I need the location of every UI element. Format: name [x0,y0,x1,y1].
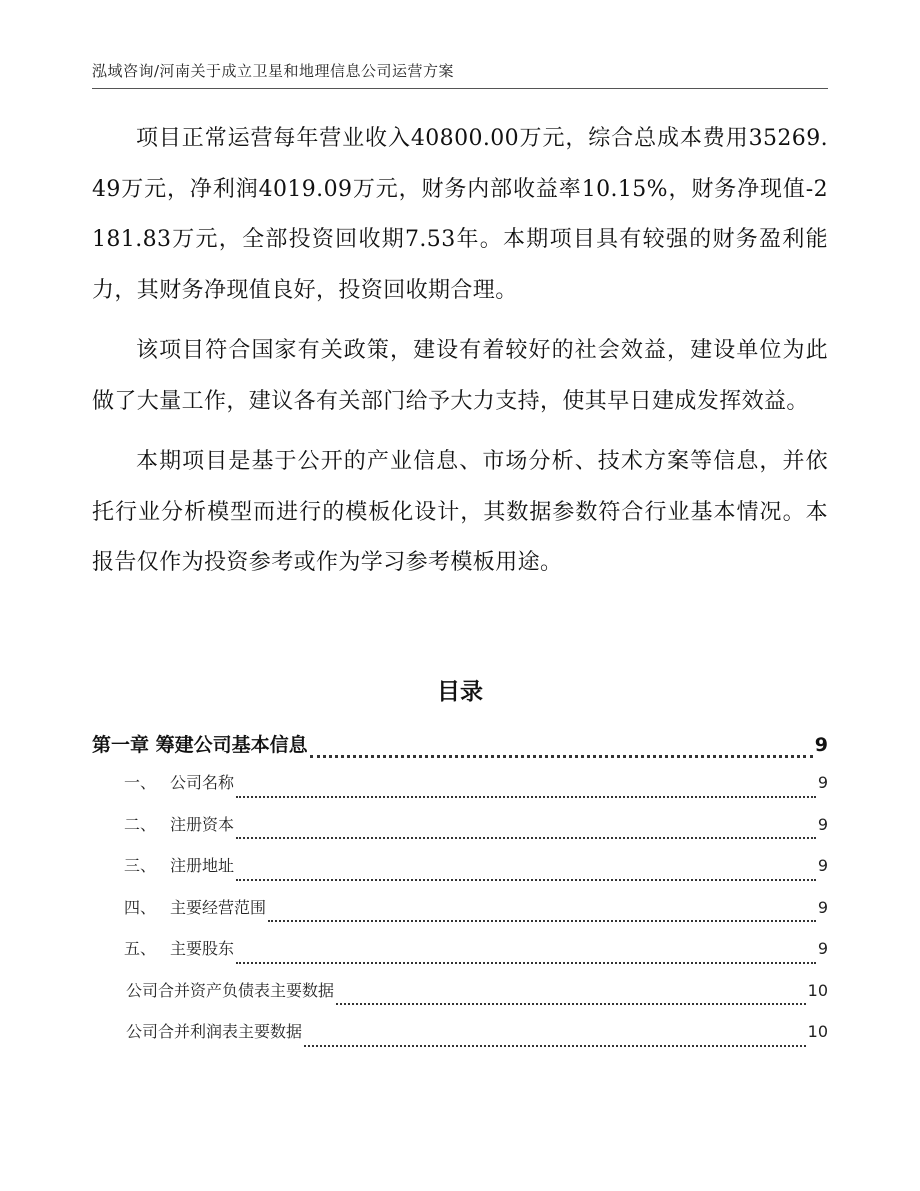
toc-leader-dots [304,1045,806,1047]
toc-section-business-scope[interactable] [92,895,828,937]
body-text [92,114,828,599]
toc-leader-dots [336,1003,806,1005]
toc-page-number: 9 [817,814,828,834]
toc-leader-dots [236,879,816,881]
toc-balance-sheet[interactable] [92,978,828,1020]
toc-title: 目录 [437,679,483,705]
toc-page-number: 9 [814,734,828,756]
toc-section-company-name[interactable] [92,770,828,812]
toc-section-label: 主要经营范围 [170,897,267,917]
toc-section-label: 公司合并利润表主要数据 [126,1022,303,1041]
toc-chapter-1[interactable] [92,730,828,770]
toc-section-registered-capital[interactable] [92,812,828,854]
table-of-contents [92,730,828,1061]
toc-section-number: 五、 [124,939,157,958]
toc-leader-dots [236,962,816,964]
toc-leader-dots [268,920,816,922]
paragraph-policy: 该项目符合国家有关政策，建设有着较好的社会效益，建设单位为此做了大量工作，建议各有关部门给予大力支持，使其早日建成发挥效益。 [92,338,828,414]
toc-section-number: 二、 [124,814,157,834]
toc-section-label: 公司合并资产负债表主要数据 [126,980,335,1000]
paragraph-financials: 项目正常运营每年营业收入40800.00万元，综合总成本费用35269.49万元，净利润4019.09万元，财务内部收益率10.15%，财务净现值-2181.83万元，全部投资回收期7.53年。本期项目具有较强的财务盈利能力，其财务净现值良好，投资回收期合理。 [92,126,828,303]
toc-page-number: 9 [817,897,828,917]
toc-section-label: 注册地址 [170,856,235,875]
toc-section-label: 注册资本 [170,814,235,834]
toc-section-number: 四、 [124,897,157,917]
toc-page-number: 10 [807,980,828,1000]
toc-section-shareholders[interactable] [92,936,828,978]
toc-chapter-label: 第一章 筹建公司基本信息 [92,734,308,756]
toc-page-number: 9 [817,773,828,792]
toc-section-number: 一、 [124,773,157,792]
toc-leader-dots [236,837,816,839]
toc-section-label: 公司名称 [170,773,235,792]
toc-page-number: 9 [817,939,828,958]
toc-section-registered-address[interactable] [92,853,828,895]
toc-leader-dots [310,755,813,758]
paragraph-disclaimer: 本期项目是基于公开的产业信息、市场分析、技术方案等信息，并依托行业分析模型而进行的模板化设计，其数据参数符合行业基本情况。本报告仅作为投资参考或作为学习参考模板用途。 [92,449,828,575]
toc-leader-dots [236,796,816,798]
toc-page-number: 10 [807,1022,828,1041]
page-header: 泓域咨询/河南关于成立卫星和地理信息公司运营方案 [92,60,828,89]
toc-section-number: 三、 [124,856,157,875]
toc-page-number: 9 [817,856,828,875]
toc-section-label: 主要股东 [170,939,235,958]
toc-income-statement[interactable] [92,1019,828,1061]
